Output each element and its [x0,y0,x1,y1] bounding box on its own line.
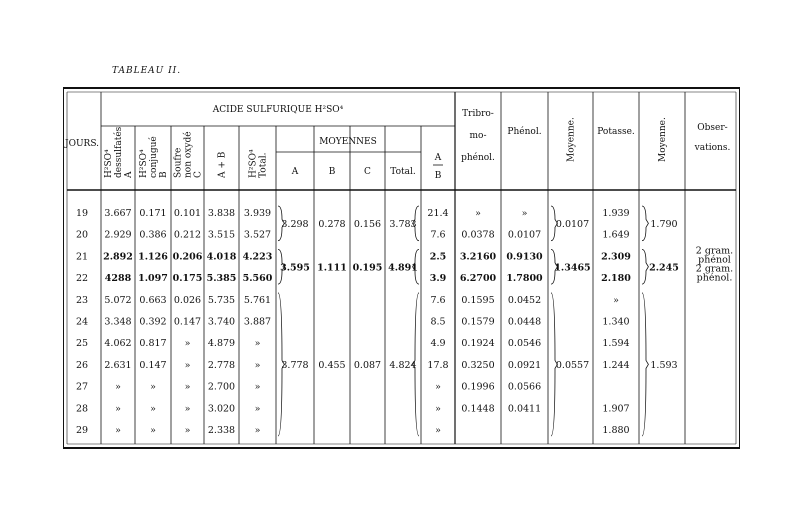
jour-cell: 26 [75,359,89,371]
value-cell-B: » [150,381,156,393]
moyenne-phenol-cell: 0.0557 [555,359,590,371]
moyennes-header: MOYENNES [319,137,377,147]
phenol-cell: 0.0921 [507,359,542,371]
phenol-header: Phénol. [507,127,542,137]
jour-cell: 27 [75,381,89,393]
ratio-cell: 17.8 [427,359,449,371]
value-cell-B: 0.663 [139,294,167,306]
moyenne-header: Moyenne. [566,117,577,162]
table-label: TABLEAU II. [112,66,182,76]
jour-cell: 22 [75,273,89,285]
vertical-header-B: B [159,171,169,178]
value-cell-B: 0.386 [139,229,167,241]
jour-cell: 20 [75,229,89,241]
tribro-cell: » [475,208,481,219]
phenol-cell: 0.0452 [507,294,542,306]
potasse-cell: 1.649 [602,229,630,241]
value-cell-C: 0.026 [173,294,202,306]
moyenne-potasse-cell: 1.790 [650,218,678,230]
ratio-cell: 3.9 [429,273,447,285]
moyennes-sub-header: B [328,167,336,177]
moyenne-C-cell: 0.087 [353,359,382,371]
value-cell-B: » [150,403,156,415]
acide-group-header: ACIDE SULFURIQUE H²SO⁴ [212,105,344,115]
vertical-header-T: Total. [258,152,269,178]
vertical-header-B: H²SO⁴ [139,149,149,178]
value-cell-C: » [184,338,191,350]
vertical-header-C: C [193,171,204,178]
value-cell-C: 0.206 [172,251,203,263]
jour-cell: 24 [75,316,89,328]
ratio-cell: » [435,403,441,415]
tribro-cell: 0.1579 [461,316,495,328]
moyenne-C-cell: 0.195 [352,262,383,274]
moyennes-sub-header: C [364,167,371,177]
jour-cell: 19 [75,208,89,219]
tribro-cell: 6.2700 [459,273,497,285]
value-cell-C: » [184,403,191,415]
value-cell-T: 5.761 [243,294,272,306]
moyenne-B-cell: 1.111 [317,262,347,274]
tribro-header: Tribro- [462,109,494,119]
vertical-header-A: A [124,171,134,178]
brace-mark [642,249,648,284]
value-cell-AB: 4.018 [206,251,237,263]
value-cell-B: 1.097 [138,273,168,285]
jour-cell: 29 [75,425,89,436]
brace-mark [642,206,648,241]
value-cell-A: » [115,425,121,436]
jour-cell: 28 [75,403,89,415]
phenol-cell: 0.0107 [507,229,542,241]
value-cell-A: 2.631 [104,359,132,371]
phenol-cell: 0.0448 [507,316,542,328]
ratio-cell: 8.5 [430,316,446,328]
moyenne-A-cell: 3.298 [281,218,309,230]
phenol-cell: 0.0546 [507,338,542,350]
jour-cell: 21 [75,251,89,263]
vertical-header-A: dessulfatés [114,126,124,178]
value-cell-B: 0.817 [139,338,167,350]
value-cell-AB: 2.338 [207,425,236,436]
value-cell-T: » [254,425,261,436]
moyenne-total-cell: 3.783 [389,218,417,230]
tribro-cell: 3.2160 [459,251,497,263]
tribro-cell: 0.1595 [461,294,495,306]
phenol-cell: 0.0566 [507,381,542,393]
moyenne-potasse-cell: 1.593 [650,359,678,371]
data-table [63,82,740,454]
value-cell-C: 0.101 [173,208,202,219]
ratio-cell: 7.6 [430,294,446,306]
value-cell-T: 5.560 [242,273,273,285]
jour-cell: 23 [75,294,89,306]
tribro-cell: 0.1996 [461,381,495,393]
value-cell-AB: 5.735 [207,294,236,306]
value-cell-A: 4288 [104,273,132,285]
ratio-cell: » [435,381,441,393]
vertical-header-C: Soufre [173,147,184,178]
jours-header: JOURS. [64,139,100,149]
moyenne-phenol-cell: 1.3465 [554,262,591,274]
ratio-header-top: A [434,153,442,163]
vertical-header-C: non oxydé [183,131,194,178]
potasse-cell: 1.907 [602,403,630,415]
ratio-cell: 7.6 [430,229,446,241]
value-cell-A: » [115,381,121,393]
vertical-header-A: H²SO⁴ [104,149,114,178]
moyenne-B-cell: 0.278 [318,218,346,230]
moyenne-potasse-cell: 2.245 [649,262,679,274]
moyenne-A-cell: 3.595 [280,262,310,274]
observation-note: 2 gram. [695,245,734,257]
moyenne-phenol-cell: 0.0107 [555,218,590,230]
phenol-cell: 1.7800 [506,273,543,285]
value-cell-B: » [150,425,156,436]
observation-note: phénol. [696,272,733,284]
potasse-cell: 1.939 [602,208,630,219]
value-cell-B: 0.171 [139,208,167,219]
value-cell-AB: 2.778 [207,359,236,371]
potasse-cell: 1.880 [602,425,630,436]
ratio-cell: 21.4 [427,208,449,219]
tribro-header: mo- [469,131,487,141]
ratio-cell: » [435,425,441,436]
value-cell-AB: 3.515 [207,229,236,241]
value-cell-C: 0.147 [173,316,202,328]
potasse-cell: 2.180 [601,273,631,285]
potasse-cell: 1.244 [602,359,630,371]
value-cell-B: 0.147 [139,359,167,371]
observations-header: vations. [694,143,731,153]
value-cell-T: 3.939 [243,208,272,219]
value-cell-T: 4.223 [242,251,273,263]
value-cell-A: 5.072 [104,294,132,306]
ratio-cell: 4.9 [430,338,446,350]
moyenne-A-cell: 3.778 [281,359,309,371]
value-cell-A: 3.348 [104,316,132,328]
phenol-cell: » [521,208,528,219]
value-cell-T: » [254,403,261,415]
moyenne-total-cell: 4.891 [388,262,418,274]
tribro-header: phénol. [461,153,495,163]
value-cell-AB: 5.385 [206,273,237,285]
potasse-cell: 2.309 [601,251,631,263]
value-cell-AB: 4.879 [207,338,236,350]
value-cell-AB: 3.740 [207,316,236,328]
value-cell-A: 3.667 [104,208,132,219]
value-cell-A: 4.062 [104,338,132,350]
value-cell-C: 0.175 [172,273,203,285]
phenol-cell: 0.9130 [506,251,543,263]
potasse-cell: » [613,294,619,306]
tribro-cell: 0.0378 [461,229,495,241]
value-cell-T: 3.887 [243,316,272,328]
value-cell-T: 3.527 [243,229,272,241]
value-cell-C: » [184,359,191,371]
moyenne-C-cell: 0.156 [353,218,382,230]
value-cell-AB: 2.700 [207,381,236,393]
value-cell-T: » [254,381,261,393]
value-cell-C: » [184,425,191,436]
value-cell-T: » [254,359,261,371]
moyennes-sub-header: A [291,167,299,177]
moyenne-total-cell: 4.824 [389,359,417,371]
jour-cell: 25 [75,338,89,350]
moyenne-header: Moyenne. [658,117,668,162]
potasse-header: Potasse. [597,127,635,137]
observations-header: Obser- [697,123,728,133]
ratio-cell: 2.5 [429,251,447,263]
observation-note: phénol [698,254,731,266]
tribro-cell: 0.1448 [461,403,495,415]
value-cell-T: » [254,338,261,350]
tribro-cell: 0.1924 [461,338,495,350]
tribro-cell: 0.3250 [461,359,495,371]
moyenne-B-cell: 0.455 [318,359,346,371]
ratio-header-bottom: B [434,171,442,181]
brace-mark [642,293,648,436]
moyennes-sub-header: Total. [390,167,416,177]
value-cell-A: 2.929 [104,229,132,241]
vertical-header-B: conjugué [149,136,159,178]
value-cell-A: 2.892 [103,251,133,263]
value-cell-C: 0.212 [173,229,202,241]
value-cell-B: 0.392 [139,316,167,328]
potasse-cell: 1.340 [602,316,630,328]
value-cell-AB: 3.020 [207,403,236,415]
vertical-header-AB: A + B [217,151,228,178]
value-cell-AB: 3.838 [207,208,236,219]
vertical-header-T: H²SO⁴ [248,149,259,178]
value-cell-A: » [115,403,121,415]
potasse-cell: 1.594 [602,338,630,350]
value-cell-B: 1.126 [138,251,168,263]
phenol-cell: 0.0411 [507,403,542,415]
value-cell-C: » [184,381,191,393]
observation-note: 2 gram. [695,263,734,275]
